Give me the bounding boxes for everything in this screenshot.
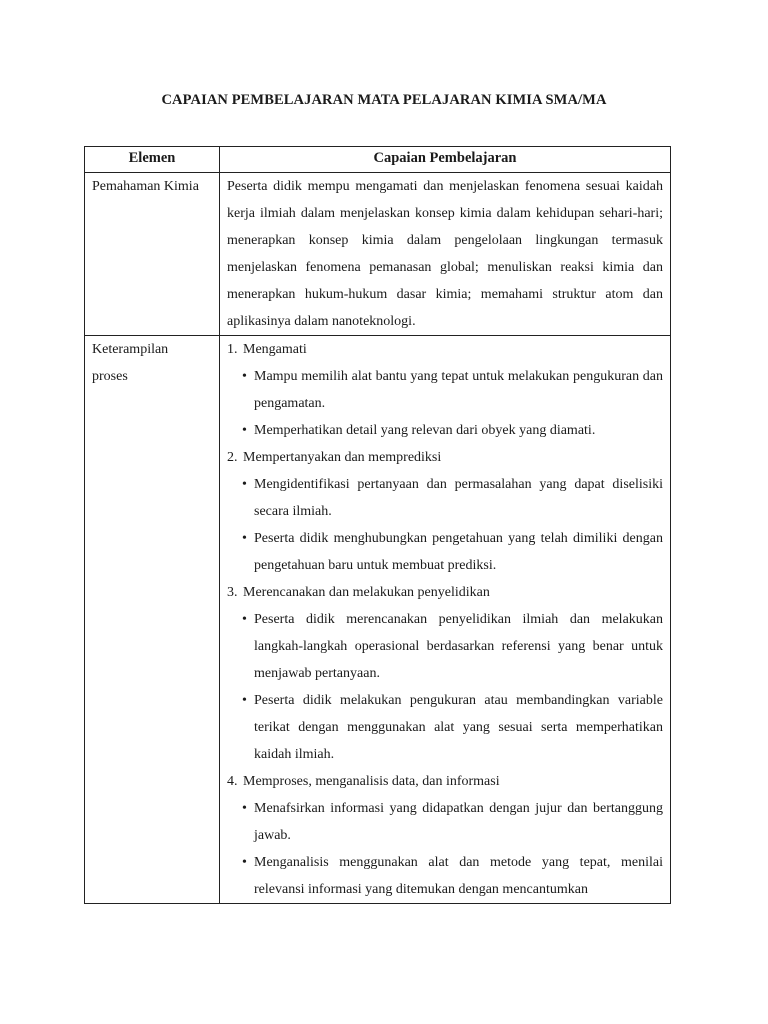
step-number: 3. — [227, 585, 238, 600]
table-header-row — [85, 147, 671, 173]
bullet-text: Mengidentifikasi pertanyaan dan permasalahan yang dapat diselisiki secara ilmiah. — [254, 477, 663, 519]
row-element-label: Pemahaman Kimia — [85, 173, 220, 336]
learning-outcomes-table — [84, 146, 671, 904]
bullet-text: Peserta didik menghubungkan pengetahuan yang telah dimiliki dengan pengetahuan baru untuk membuat prediksi. — [254, 531, 663, 573]
step-number: 2. — [227, 450, 238, 465]
step-label: Merencanakan dan melakukan penyelidikan — [243, 585, 490, 600]
list-item — [227, 525, 663, 579]
step-heading — [227, 768, 663, 795]
page-title: CAPAIAN PEMBELAJARAN MATA PELAJARAN KIMIA SMA/MA — [161, 92, 607, 108]
table-row — [85, 173, 671, 336]
bullet-text: Mampu memilih alat bantu yang tepat untuk melakukan pengukuran dan pengamatan. — [254, 369, 663, 411]
bullet-icon: • — [242, 855, 247, 870]
bullet-icon: • — [242, 612, 247, 627]
list-item — [227, 417, 663, 444]
bullet-icon: • — [242, 531, 247, 546]
table-row — [85, 336, 671, 904]
header-elemen: Elemen — [85, 147, 220, 173]
bullet-icon: • — [242, 369, 247, 384]
bullet-icon: • — [242, 423, 247, 438]
step-number: 4. — [227, 774, 238, 789]
bullet-text: Memperhatikan detail yang relevan dari obyek yang diamati. — [254, 423, 596, 438]
row-element-label: Keterampilan proses — [85, 336, 220, 904]
list-item — [227, 363, 663, 417]
step-number: 1. — [227, 342, 238, 357]
bullet-icon: • — [242, 693, 247, 708]
bullet-text: Peserta didik merencanakan penyelidikan ilmiah dan melakukan langkah-langkah operasional berdasarkan referensi yang benar untuk menjawab pertanyaan. — [254, 612, 663, 681]
bullet-icon: • — [242, 477, 247, 492]
list-item — [227, 687, 663, 768]
step-heading — [227, 444, 663, 471]
step-label: Mengamati — [243, 342, 307, 357]
bullet-text: Menganalisis menggunakan alat dan metode yang tepat, menilai relevansi informasi yang ditemukan dengan mencantumkan — [254, 855, 663, 897]
bullet-icon: • — [242, 801, 247, 816]
header-capaian: Capaian Pembelajaran — [220, 147, 671, 173]
row-description: Peserta didik mempu mengamati dan menjelaskan fenomena sesuai kaidah kerja ilmiah dalam menjelaskan konsep kimia dalam kehidupan sehari-hari; menerapkan konsep kimia dalam pengelolaan lingkungan termasuk menjelaskan fenomena pemanasan global; menuliskan reaksi kimia dan menerapkan hukum-hukum dasar kimia; memahami struktur atom dan aplikasinya dalam nanoteknologi. — [220, 173, 671, 336]
step-heading — [227, 336, 663, 363]
list-item — [227, 849, 663, 903]
step-label: Mempertanyakan dan memprediksi — [243, 450, 442, 465]
list-item — [227, 795, 663, 849]
list-item — [227, 471, 663, 525]
step-label: Memproses, menganalisis data, dan informasi — [243, 774, 500, 789]
step-heading — [227, 579, 663, 606]
list-item — [227, 606, 663, 687]
process-skills-cell — [220, 336, 671, 904]
bullet-text: Menafsirkan informasi yang didapatkan dengan jujur dan bertanggung jawab. — [254, 801, 663, 843]
bullet-text: Peserta didik melakukan pengukuran atau membandingkan variable terikat dengan menggunakan alat yang sesuai serta memperhatikan kaidah ilmiah. — [254, 693, 663, 762]
